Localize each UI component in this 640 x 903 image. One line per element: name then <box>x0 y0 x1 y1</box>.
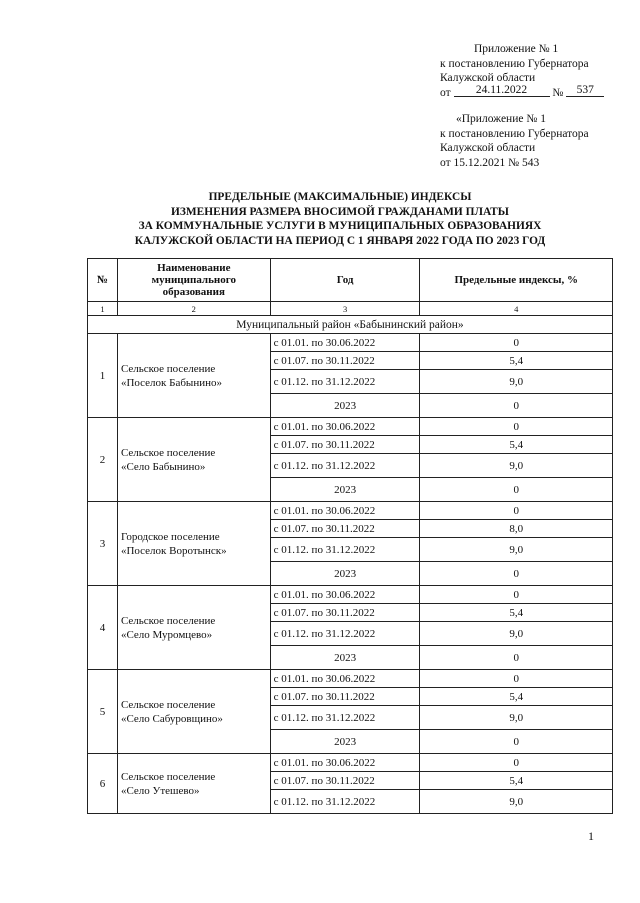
table-row <box>88 586 613 604</box>
period-cell: 2023 <box>270 562 420 586</box>
period-cell: с 01.12. по 31.12.2022 <box>270 370 420 394</box>
municipality-name: «Село Утешево» <box>120 784 200 797</box>
appendix-line: от 15.12.2021 № 543 <box>440 156 540 169</box>
index-value: 9,0 <box>420 538 613 562</box>
period-cell: 2023 <box>270 478 420 502</box>
period-cell: с 01.07. по 30.11.2022 <box>270 352 420 370</box>
appendix-line: Калужской области <box>440 142 536 154</box>
period-cell: 2023 <box>270 394 420 418</box>
table-row <box>88 418 613 436</box>
column-number: 2 <box>117 302 270 316</box>
municipality-name: «Поселок Воротынск» <box>120 544 227 557</box>
index-value: 8,0 <box>420 520 613 538</box>
period-cell: с 01.12. по 31.12.2022 <box>270 706 420 730</box>
index-value: 0 <box>420 394 613 418</box>
period-cell: 2023 <box>270 646 420 670</box>
period-cell: с 01.07. по 30.11.2022 <box>270 688 420 706</box>
municipality-name: «Село Бабынино» <box>120 460 206 473</box>
title-line: ЗА КОММУНАЛЬНЫЕ УСЛУГИ В МУНИЦИПАЛЬНЫХ ОБРАЗОВАНИЯХ <box>138 220 542 232</box>
index-value: 0 <box>420 754 613 772</box>
document-title <box>80 190 600 248</box>
appendix-line: Калужской области <box>440 72 536 84</box>
title-line: ПРЕДЕЛЬНЫЕ (МАКСИМАЛЬНЫЕ) ИНДЕКСЫ <box>208 191 472 203</box>
period-cell: с 01.01. по 30.06.2022 <box>270 586 420 604</box>
period-cell: с 01.12. по 31.12.2022 <box>270 538 420 562</box>
index-value: 9,0 <box>420 370 613 394</box>
index-value: 9,0 <box>420 622 613 646</box>
index-value: 0 <box>420 646 613 670</box>
column-number: 4 <box>420 302 613 316</box>
municipality-cell <box>117 502 270 586</box>
period-cell: с 01.07. по 30.11.2022 <box>270 520 420 538</box>
row-number: 6 <box>88 754 118 814</box>
from-label: от <box>440 86 451 99</box>
index-value: 0 <box>420 562 613 586</box>
district-row <box>88 316 613 334</box>
header-year: Год <box>270 259 420 302</box>
municipality-name: «Поселок Бабынино» <box>120 376 222 389</box>
municipality-cell <box>117 586 270 670</box>
resolution-number: 537 <box>566 84 604 97</box>
column-number: 3 <box>270 302 420 316</box>
number-label: № <box>552 86 564 99</box>
period-cell: с 01.12. по 31.12.2022 <box>270 454 420 478</box>
period-cell: с 01.01. по 30.06.2022 <box>270 754 420 772</box>
municipality-type: Городское поселение <box>120 530 220 543</box>
municipality-type: Сельское поселение <box>120 362 216 375</box>
index-value: 5,4 <box>420 688 613 706</box>
index-value: 0 <box>420 418 613 436</box>
index-value: 9,0 <box>420 706 613 730</box>
title-line: ИЗМЕНЕНИЯ РАЗМЕРА ВНОСИМОЙ ГРАЖДАНАМИ ПЛАТЫ <box>171 205 509 218</box>
column-number: 1 <box>88 302 118 316</box>
municipality-name: «Село Муромцево» <box>120 628 213 641</box>
municipality-type: Сельское поселение <box>120 770 216 783</box>
index-value: 0 <box>420 478 613 502</box>
index-value: 9,0 <box>420 790 613 814</box>
index-value: 0 <box>420 502 613 520</box>
appendix-date-line <box>440 83 604 101</box>
index-value: 0 <box>420 334 613 352</box>
municipality-cell <box>117 670 270 754</box>
municipality-type: Сельское поселение <box>120 698 216 711</box>
index-value: 5,4 <box>420 436 613 454</box>
municipality-cell <box>117 334 270 418</box>
period-cell: с 01.12. по 31.12.2022 <box>270 622 420 646</box>
appendix-line: «Приложение № 1 <box>456 113 546 125</box>
municipality-type: Сельское поселение <box>120 446 216 459</box>
period-cell: с 01.01. по 30.06.2022 <box>270 670 420 688</box>
period-cell: с 01.07. по 30.11.2022 <box>270 772 420 790</box>
period-cell: с 01.01. по 30.06.2022 <box>270 418 420 436</box>
header-num: № <box>88 259 118 302</box>
indices-table <box>87 258 613 814</box>
municipality-cell <box>117 754 270 814</box>
index-value: 5,4 <box>420 352 613 370</box>
row-number: 4 <box>88 586 118 670</box>
row-number: 3 <box>88 502 118 586</box>
appendix-line: к постановлению Губернатора <box>440 127 589 140</box>
period-cell: с 01.12. по 31.12.2022 <box>270 790 420 814</box>
table-row <box>88 670 613 688</box>
table-row <box>88 502 613 520</box>
period-cell: с 01.01. по 30.06.2022 <box>270 334 420 352</box>
appendix-block <box>440 42 604 100</box>
index-value: 9,0 <box>420 454 613 478</box>
period-cell: с 01.07. по 30.11.2022 <box>270 604 420 622</box>
row-number: 1 <box>88 334 118 418</box>
period-cell: 2023 <box>270 730 420 754</box>
index-value: 0 <box>420 730 613 754</box>
header-name: Наименование муниципального образования <box>117 259 270 302</box>
table-row <box>88 334 613 352</box>
title-line: КАЛУЖСКОЙ ОБЛАСТИ НА ПЕРИОД С 1 ЯНВАРЯ 2022 ГОДА ПО 2023 ГОД <box>134 234 546 247</box>
row-number: 2 <box>88 418 118 502</box>
appendix-line: Приложение № 1 <box>474 43 559 55</box>
index-value: 5,4 <box>420 772 613 790</box>
previous-appendix-block <box>440 112 589 170</box>
district-name: Муниципальный район «Бабынинский район» <box>88 316 613 334</box>
period-cell: с 01.07. по 30.11.2022 <box>270 436 420 454</box>
index-value: 0 <box>420 586 613 604</box>
row-number: 5 <box>88 670 118 754</box>
municipality-name: «Село Сабуровщино» <box>120 712 223 725</box>
index-value: 5,4 <box>420 604 613 622</box>
appendix-line: к постановлению Губернатора <box>440 57 589 70</box>
index-value: 0 <box>420 670 613 688</box>
header-index: Предельные индексы, % <box>420 259 613 302</box>
table-row <box>88 754 613 772</box>
column-numbers-row <box>88 302 613 316</box>
period-cell: с 01.01. по 30.06.2022 <box>270 502 420 520</box>
municipality-cell <box>117 418 270 502</box>
resolution-date: 24.11.2022 <box>454 84 550 97</box>
municipality-type: Сельское поселение <box>120 614 216 627</box>
page-number: 1 <box>588 829 594 843</box>
